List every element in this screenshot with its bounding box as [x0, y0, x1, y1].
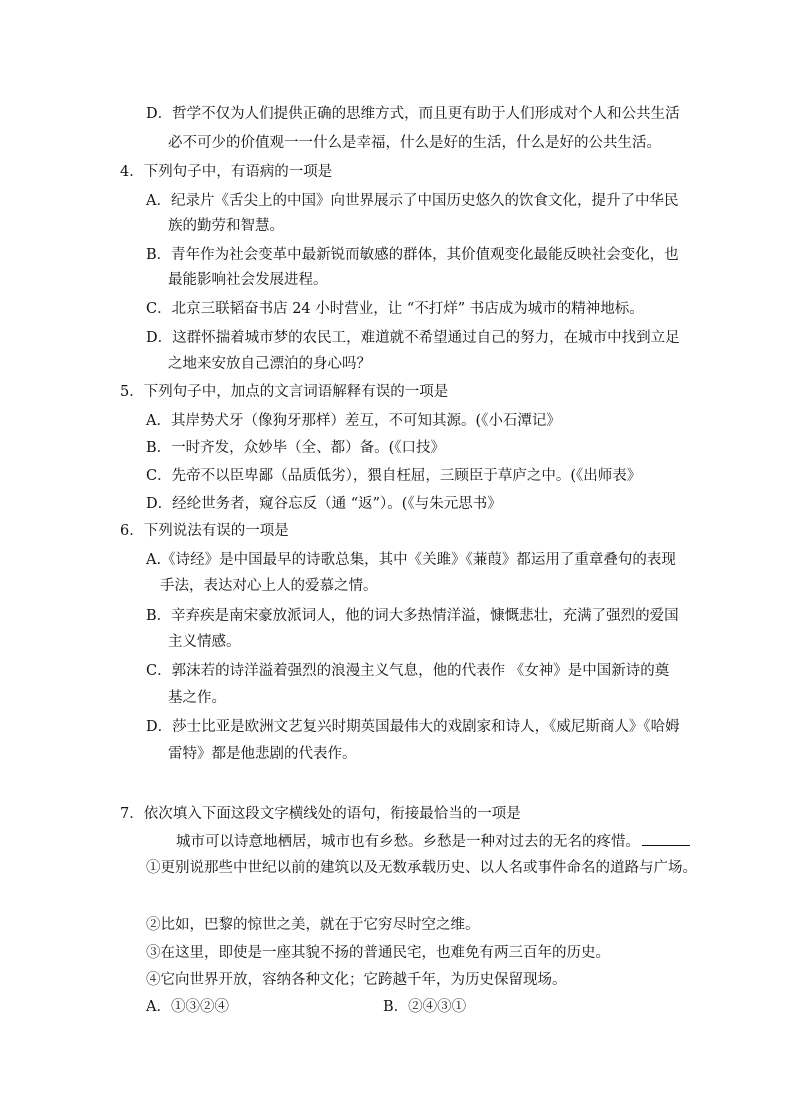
- q6-option-a-line1: A.《诗经》是中国最早的诗歌总集，其中《关雎》《蒹葭》都运用了重章叠句的表现: [146, 552, 676, 568]
- q4-option-b-line1: B．青年作为社会变革中最新锐而敏感的群体，其价值观变化最能反映社会变化，也: [146, 247, 679, 263]
- q7-sentence-2: ②比如，巴黎的惊世之美，就在于它穷尽时空之维。: [146, 917, 480, 933]
- q7-option-a: A．①③②④: [146, 999, 229, 1015]
- q6-option-a-line2: 手法，表达对心上人的爱慕之情。: [160, 578, 378, 594]
- fill-in-blank: [642, 831, 690, 846]
- q5-option-c: C．先帝不以臣卑鄙（品质低劣），猥自枉屈，三顾臣于草庐之中。(《出师表》: [146, 468, 642, 484]
- q5-stem: 5．下列句子中，加点的文言词语解释有误的一项是: [120, 384, 449, 400]
- q7-passage-text: 城市可以诗意地栖居，城市也有乡愁。乡愁是一种对过去的无名的疼惜。: [176, 834, 640, 850]
- q6-option-d-line1: D．莎士比亚是欧洲文艺复兴时期英国最伟大的戏剧家和诗人，《威尼斯商人》《哈姆: [146, 719, 680, 735]
- q6-option-d-line2: 雷特》都是他悲剧的代表作。: [168, 746, 357, 762]
- q3-option-d-line2: 必不可少的价值观一一什么是幸福，什么是好的生活，什么是好的公共生活。: [168, 135, 661, 151]
- q5-option-a: A．其岸势犬牙（像狗牙那样）差互，不可知其源。(《小石潭记》: [146, 413, 561, 429]
- q4-option-a-line1: A．纪录片《舌尖上的中国》向世界展示了中国历史悠久的饮食文化，提升了中华民: [146, 193, 679, 209]
- q7-passage: [176, 831, 690, 852]
- q7-sentence-1: ①更别说那些中世纪以前的建筑以及无数承载历史、以人名或事件命名的道路与广场。: [146, 860, 697, 876]
- q4-option-a-line2: 族的勤劳和智慧。: [168, 218, 284, 234]
- q6-stem: 6．下列说法有误的一项是: [120, 523, 289, 539]
- q7-sentence-3: ③在这里，即使是一座其貌不扬的普通民宅，也难免有两三百年的历史。: [146, 945, 610, 961]
- q5-option-d: D．经纶世务者，窥谷忘反（通 “返”）。(《与朱元思书》: [146, 496, 502, 512]
- q7-sentence-4: ④它向世界开放，容纳各种文化；它跨越千年，为历史保留现场。: [146, 972, 567, 988]
- q4-option-c: C．北京三联韬奋书店 24 小时营业，让 “不打烊” 书店成为城市的精神地标。: [146, 301, 644, 317]
- q6-option-c-line1: C．郭沫若的诗洋溢着强烈的浪漫主义气息，他的代表作 《女神》是中国新诗的奠: [146, 663, 670, 679]
- q4-option-d-line1: D．这群怀揣着城市梦的农民工，难道就不希望通过自己的努力，在城市中找到立足: [146, 330, 680, 346]
- q6-option-c-line2: 基之作。: [168, 690, 226, 706]
- q4-stem: 4．下列句子中，有语病的一项是: [120, 164, 333, 180]
- q6-option-b-line1: B．辛弃疾是南宋豪放派词人，他的词大多热情洋溢，慷慨悲壮，充满了强烈的爱国: [146, 608, 679, 624]
- q4-option-b-line2: 最能影响社会发展进程。: [168, 272, 328, 288]
- q4-option-d-line2: 之地来安放自己漂泊的身心吗？: [168, 356, 371, 372]
- q5-option-b: B．一时齐发，众妙毕（全、都）备。(《口技》: [146, 440, 446, 456]
- q7-stem: 7．依次填入下面这段文字横线处的语句，衔接最恰当的一项是: [120, 806, 521, 822]
- q3-option-d-line1: D．哲学不仅为人们提供正确的思维方式，而且更有助于人们形成对个人和公共生活: [146, 106, 680, 122]
- q7-option-b: B．②④③①: [383, 999, 467, 1015]
- q6-option-b-line2: 主义情感。: [168, 634, 241, 650]
